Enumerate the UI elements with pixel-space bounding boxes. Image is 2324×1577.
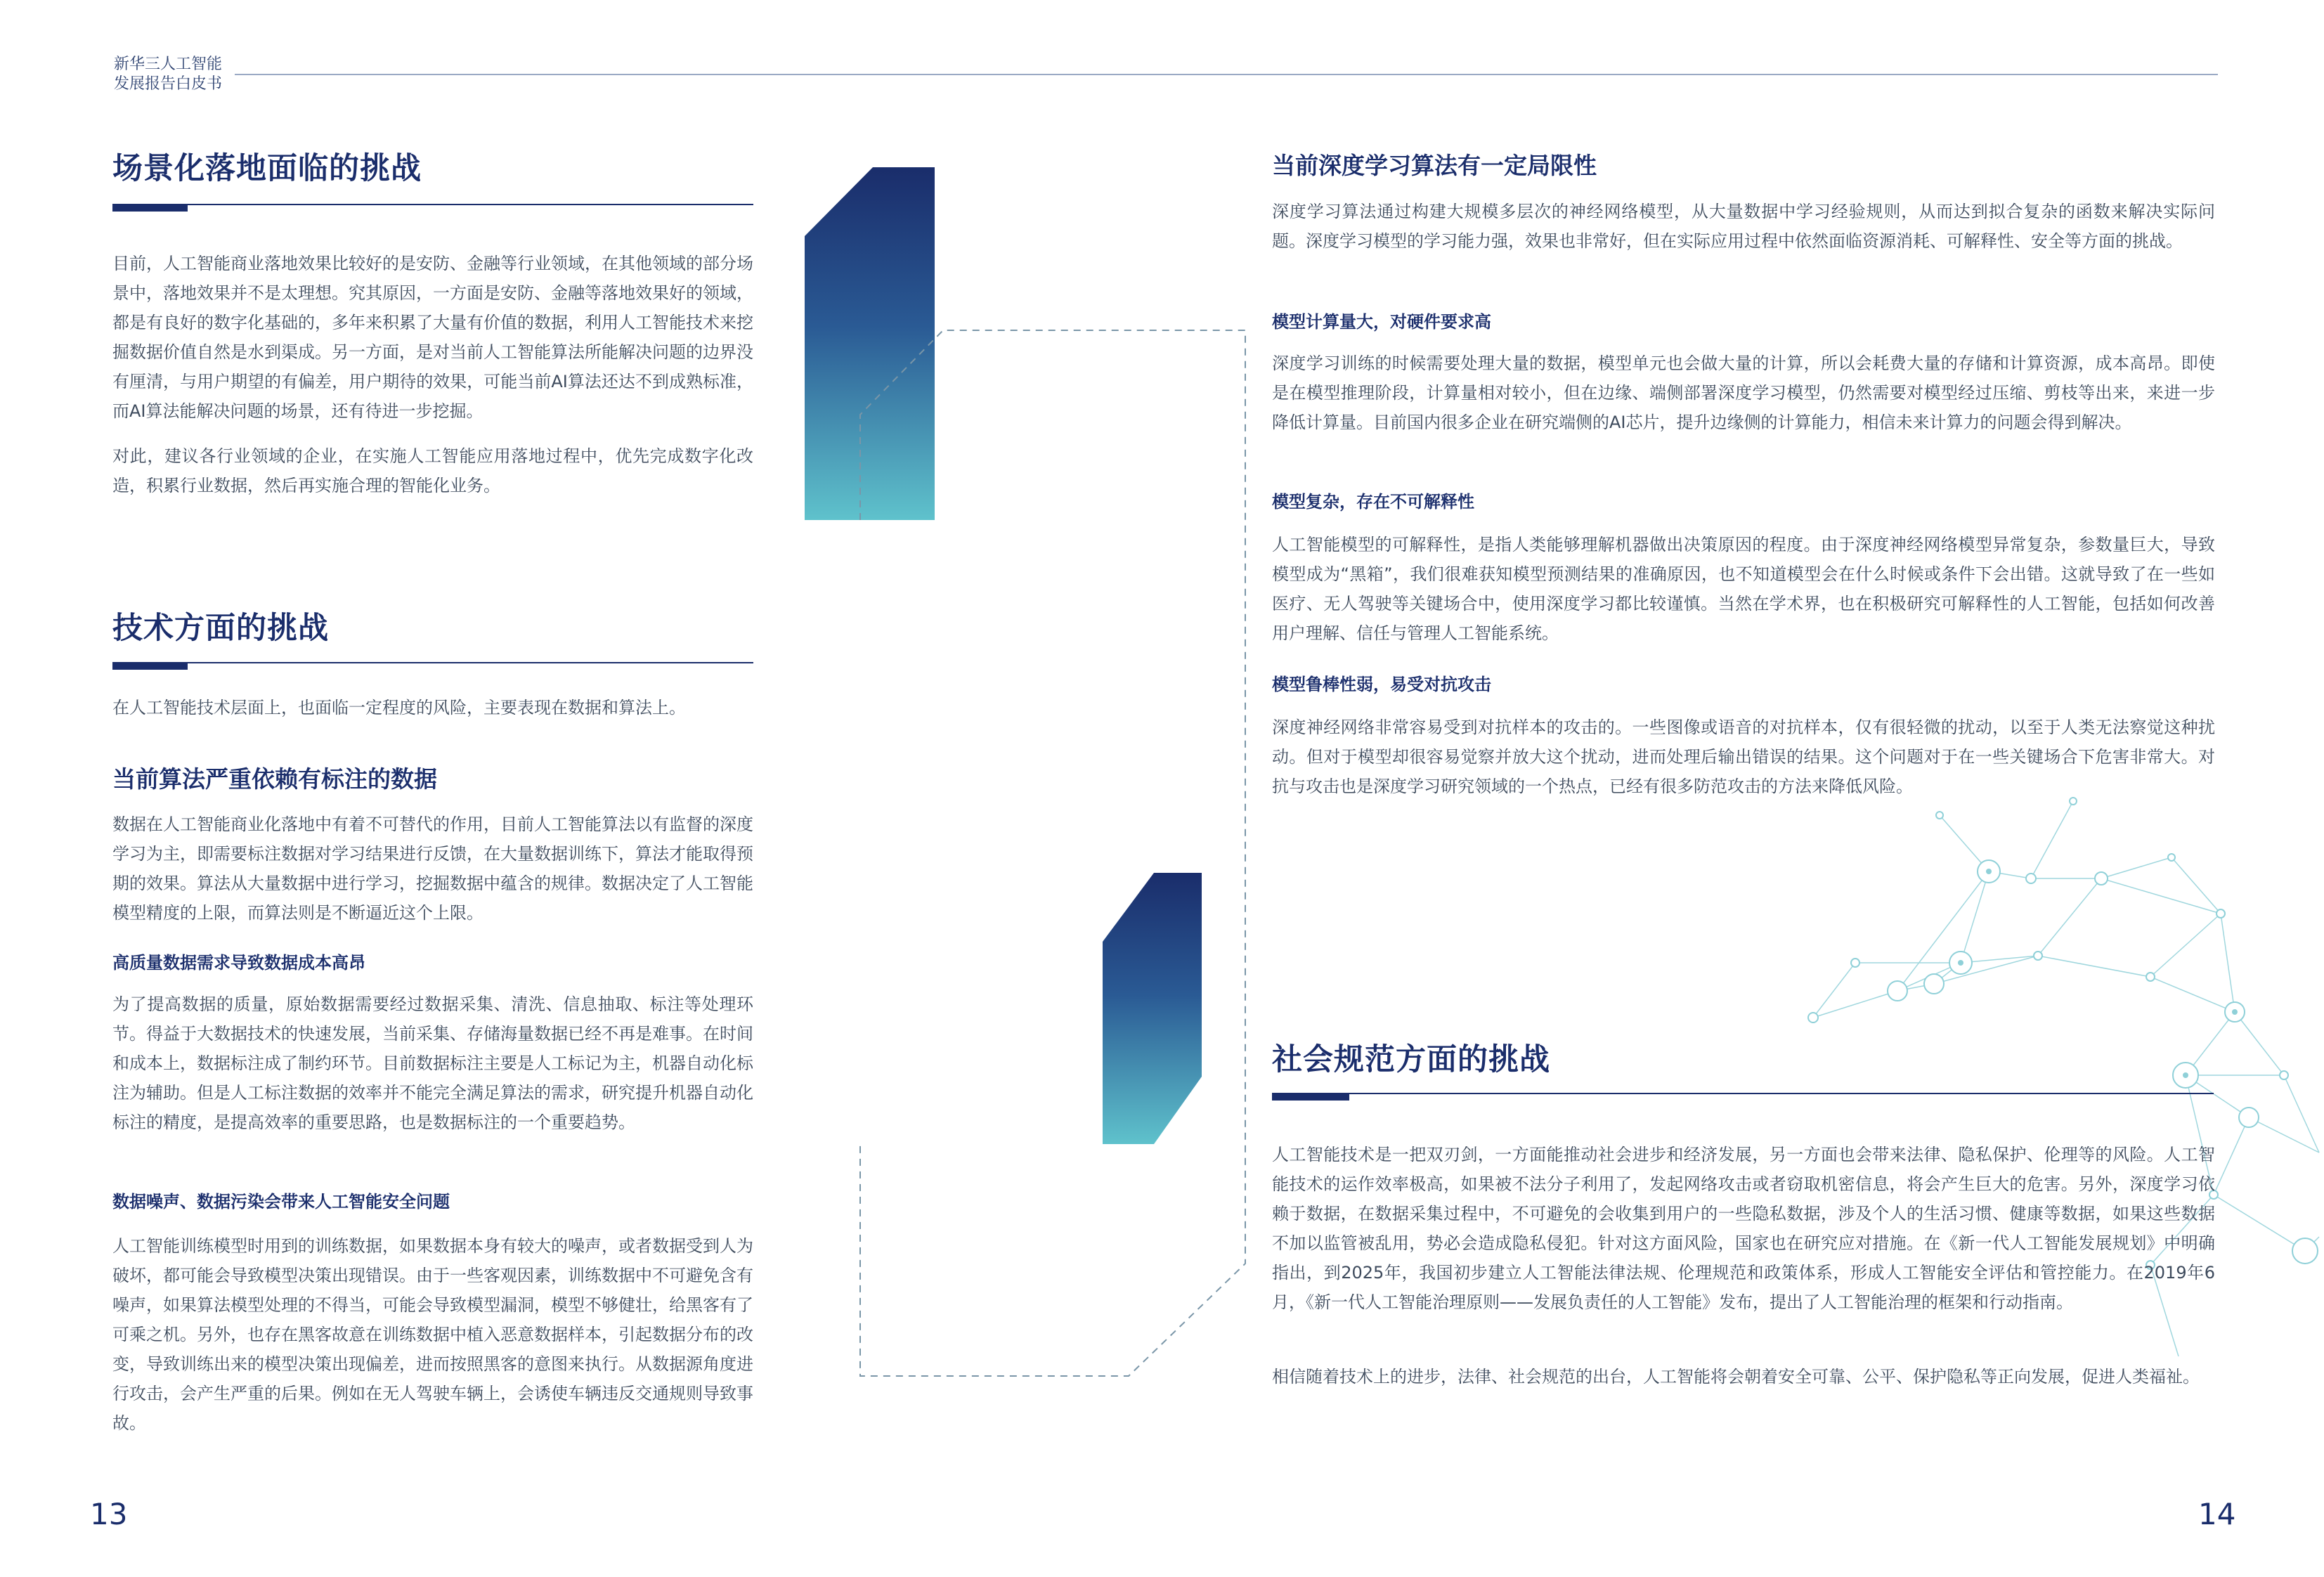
gradient-block-bottom: [1103, 873, 1202, 1144]
paragraph: 相信随着技术上的进步，法律、社会规范的出台，人工智能将会朝着安全可靠、公平、保护隐私等正向发展，促进人类福祉。: [1272, 1367, 2200, 1387]
paragraph: 人工智能训练模型时用到的训练数据，如果数据本身有较大的噪声，或者数据受到人为破坏，都可能会导致模型决策出现错误。由于一些客观因素，训练数据中不可避免含有噪声，如果算法模型处理的不得当，可能会导致模型漏洞，模型不够健壮，给黑客有了可乘之机。另外，也存在黑客故意在训练数据中植入恶意数据样本，引起数据分布的改变，导致训练出来的模型决策出现偏差，进而按照黑客的意图来执行。从数据源角度进行攻击，会产生严重的后果。例如在无人驾驶车辆上，会诱使车辆违反交通规则导致事故。: [112, 1236, 753, 1433]
subheading: 模型计算量大，对硬件要求高: [1272, 312, 1491, 332]
subheading: 数据噪声、数据污染会带来人工智能安全问题: [112, 1192, 450, 1212]
paragraph: 目前，人工智能商业落地效果比较好的是安防、金融等行业领域，在其他领域的部分场景中，落地效果并不是太理想。究其原因，一方面是安防、金融等落地效果好的领域，都是有良好的数字化基础的，多年来积累了大量有价值的数据，利用人工智能技术来挖掘数据价值自然是水到渠成。另一方面，是对当前人工智能算法所能解决问题的边界没有厘清，与用户期望的有偏差，用户期待的效果，可能当前AI算法还达不到成熟标准，而AI算法能解决问题的场景，还有待进一步挖掘。: [112, 254, 753, 421]
report-header: [114, 55, 222, 94]
section-rule-accent: [112, 662, 188, 670]
paragraph: 为了提高数据的质量，原始数据需要经过数据采集、清洗、信息抽取、标注等处理环节。得益于大数据技术的快速发展，当前采集、存储海量数据已经不再是难事。在时间和成本上，数据标注成了制约环节。目前数据标注主要是人工标记为主，机器自动化标注为辅助。但是人工标注数据的效率并不能完全满足算法的需求，研究提升机器自动化标注的精度，是提高效率的重要思路，也是数据标注的一个重要趋势。: [112, 994, 753, 1132]
subheading: 模型鲁棒性弱，易受对抗攻击: [1272, 675, 1491, 694]
paragraph: 深度学习训练的时候需要处理大量的数据，模型单元也会做大量的计算，所以会耗费大量的存储和计算资源，成本高昂。即使是在模型推理阶段，计算量相对较小，但在边缘、端侧部署深度学习模型，仍然需要对模型经过压缩、剪枝等出来，来进一步降低计算量。目前国内很多企业在研究端侧的AI芯片，提升边缘侧的计算能力，相信未来计算力的问题会得到解决。: [1272, 353, 2215, 432]
paragraph: 深度学习算法通过构建大规模多层次的神经网络模型，从大量数据中学习经验规则，从而达到拟合复杂的函数来解决实际问题。深度学习模型的学习能力强，效果也非常好，但在实际应用过程中依然面临资源消耗、可解释性、安全等方面的挑战。: [1272, 202, 2215, 251]
header-line-1: 新华三人工智能: [114, 56, 223, 73]
subsection-title: 当前深度学习算法有一定局限性: [1272, 152, 1597, 179]
paragraph: 数据在人工智能商业化落地中有着不可替代的作用，目前人工智能算法以有监督的深度学习为主，即需要标注数据对学习结果进行反馈，在大量数据训练下，算法才能取得预期的效果。算法从大量数据中进行学习，挖掘数据中蕴含的规律。数据决定了人工智能模型精度的上限，而算法则是不断逼近这个上限。: [112, 815, 753, 923]
paragraph: 在人工智能技术层面上，也面临一定程度的风险，主要表现在数据和算法上。: [112, 698, 686, 718]
page-number-left: 13: [90, 1497, 128, 1531]
subheading: 高质量数据需求导致数据成本高昂: [112, 953, 365, 973]
gradient-block-top: [805, 167, 935, 520]
paragraph: 人工智能模型的可解释性，是指人类能够理解机器做出决策原因的程度。由于深度神经网络模型异常复杂，参数量巨大，导致模型成为“黑箱”，我们很难获知模型预测结果的准确原因，也不知道模型会在什么时候或条件下会出错。这就导致了在一些如医疗、无人驾驶等关键场合中，使用深度学习都比较谨慎。当然在学术界，也在积极研究可解释性的人工智能，包括如何改善用户理解、信任与管理人工智能系统。: [1272, 535, 2215, 643]
section-title-social: 社会规范方面的挑战: [1272, 1042, 1550, 1077]
subheading: 模型复杂，存在不可解释性: [1272, 492, 1474, 512]
section-title-scenario: 场景化落地面临的挑战: [112, 151, 422, 186]
section-title-technology: 技术方面的挑战: [112, 611, 329, 646]
paragraph: 人工智能技术是一把双刃剑，一方面能推动社会进步和经济发展，另一方面也会带来法律、隐私保护、伦理等的风险。人工智能技术的运作效率极高，如果被不法分子利用了，发起网络攻击或者窃取机密信息，将会产生巨大的危害。另外，深度学习依赖于数据，在数据采集过程中，不可避免的会收集到用户的一些隐私数据，涉及个人的生活习惯、健康等数据，如果这些数据不加以监管被乱用，势必会造成隐私侵犯。针对这方面风险，国家也在研究应对措施。在《新一代人工智能发展规划》中明确指出，到2025年，我国初步建立人工智能法律法规、伦理规范和政策体系，形成人工智能安全评估和管控能力。在2019年6月，《新一代人工智能治理原则——发展负责任的人工智能》发布，提出了人工智能治理的框架和行动指南。: [1272, 1145, 2215, 1312]
section-rule: [112, 662, 753, 663]
section-rule-accent: [112, 204, 188, 212]
section-rule: [1272, 1093, 2214, 1094]
paragraph: 深度神经网络非常容易受到对抗样本的攻击的。一些图像或语音的对抗样本，仅有很轻微的扰动，以至于人类无法察觉这种扰动。但对于模型却很容易觉察并放大这个扰动，进而处理后输出错误的结果。这个问题对于在一些关键场合下危害非常大。对抗与攻击也是深度学习研究领域的一个热点，已经有很多防范攻击的方法来降低风险。: [1272, 718, 2215, 796]
section-rule: [112, 204, 753, 205]
header-line-2: 发展报告白皮书: [114, 75, 223, 93]
page-number-right: 14: [2198, 1497, 2236, 1531]
paragraph: 对此，建议各行业领域的企业，在实施人工智能应用落地过程中，优先完成数字化改造，积累行业数据，然后再实施合理的智能化业务。: [112, 446, 753, 495]
section-rule-accent: [1272, 1093, 1349, 1101]
subsection-title: 当前算法严重依赖有标注的数据: [112, 765, 437, 793]
header-divider: [235, 74, 2218, 75]
